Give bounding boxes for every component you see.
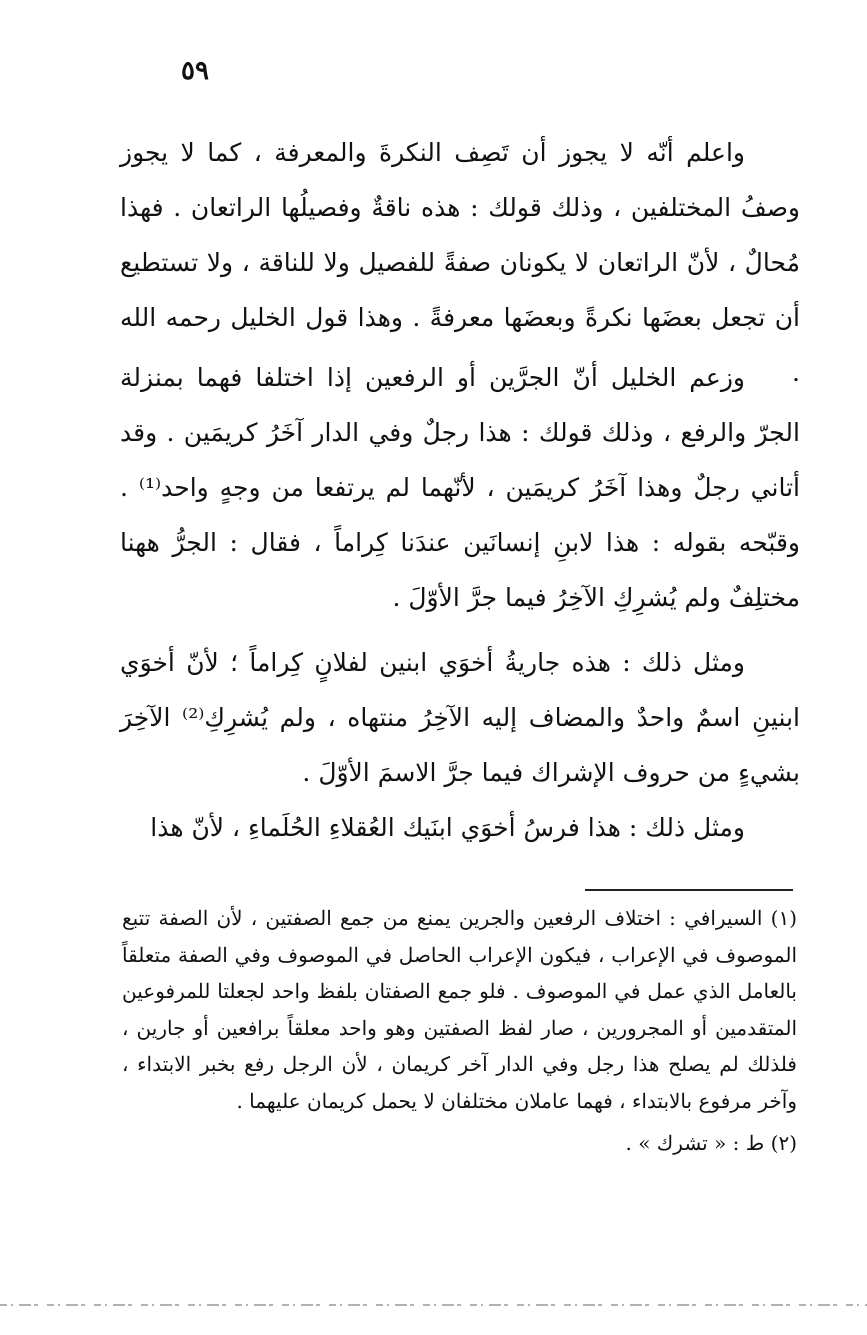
paragraph-3	[120, 635, 800, 800]
footnote-2: (٢) ط : « تشرك » .	[625, 1131, 797, 1155]
paragraph-2	[120, 350, 800, 625]
scan-edge-noise	[0, 1302, 867, 1308]
paragraph-4-text: ومثل ذلك : هذا فرسُ أخوَي ابنَيك العُقلاءِ الحُلَماءِ ، لأنّ هذا	[150, 813, 745, 842]
paragraph-1-text: واعلم أنّه لا يجوز أن تَصِف النكرةَ والمعرفة ، كما لا يجوز وصفُ المختلفين ، وذلك قولك : هذه ناقةٌ وفصيلُها الراتعان . فهذا مُحالٌ ، لأنّ الراتعان لا يكونان صفةً للفصيل ولا للناقة ، ولا تستطيع أن تجعل بعضَها نكرةً وبعضَها معرفةً . وهذا قول الخليل رحمه الله .	[120, 138, 800, 387]
footnote-separator	[585, 889, 793, 891]
paragraph-2-text: وزعم الخليل أنّ الجرَّين أو الرفعين إذا اختلفا فهما بمنزلة الجرّ والرفع ، وذلك قولك : هذا رجلٌ وفي الدار آخَرُ كريمَين . وقد أتاني رجلٌ وهذا آخَرُ كريمَين ، لأنّهما لم يرتفعا من وجهٍ واحد⁽¹⁾ . وقبّحه بقوله : هذا لابنِ إنسانَين عندَنا كِراماً ، فقال : الجرُّ ههنا مختلِفٌ ولم يُشرِكِ الآخِرُ فيما جرَّ الأوّلَ .	[120, 363, 800, 612]
paragraph-4	[120, 800, 800, 855]
paragraph-3-text: ومثل ذلك : هذه جاريةُ أخوَي ابنين لفلانٍ كِراماً ؛ لأنّ أخوَي ابنينِ اسمٌ واحدٌ والمضاف إليه الآخِرُ منتهاه ، ولم يُشرِكِ⁽²⁾ الآخِرَ بشيءٍ من حروف الإشراك فيما جرَّ الاسمَ الأوّلَ .	[120, 648, 800, 787]
page-number: ٥٩	[181, 56, 209, 86]
footnotes	[122, 900, 797, 1162]
footnote-1: (١) السيرافي : اختلاف الرفعين والجرين يمنع من جمع الصفتين ، لأن الصفة تتبع الموصوف في الإعراب ، فيكون الإعراب الحاصل في الموصوف وفي الصفة متعلقاً بالعامل الذي عمل في الموصوف . فلو جمع الصفتان بلفظ واحد لجعلتا للمرفوعين المتقدمين أو المجرورين ، صار لفظ الصفتين وهو واحد معلقاً برافعين أو جارين ، فلذلك لم يصلح هذا رجل وفي الدار آخر كريمان ، لأن الرجل رفع بخبر الابتداء ، وآخر مرفوع بالابتداء ، فهما عاملان مختلفان لا يحمل كريمان عليهما .	[122, 906, 797, 1113]
